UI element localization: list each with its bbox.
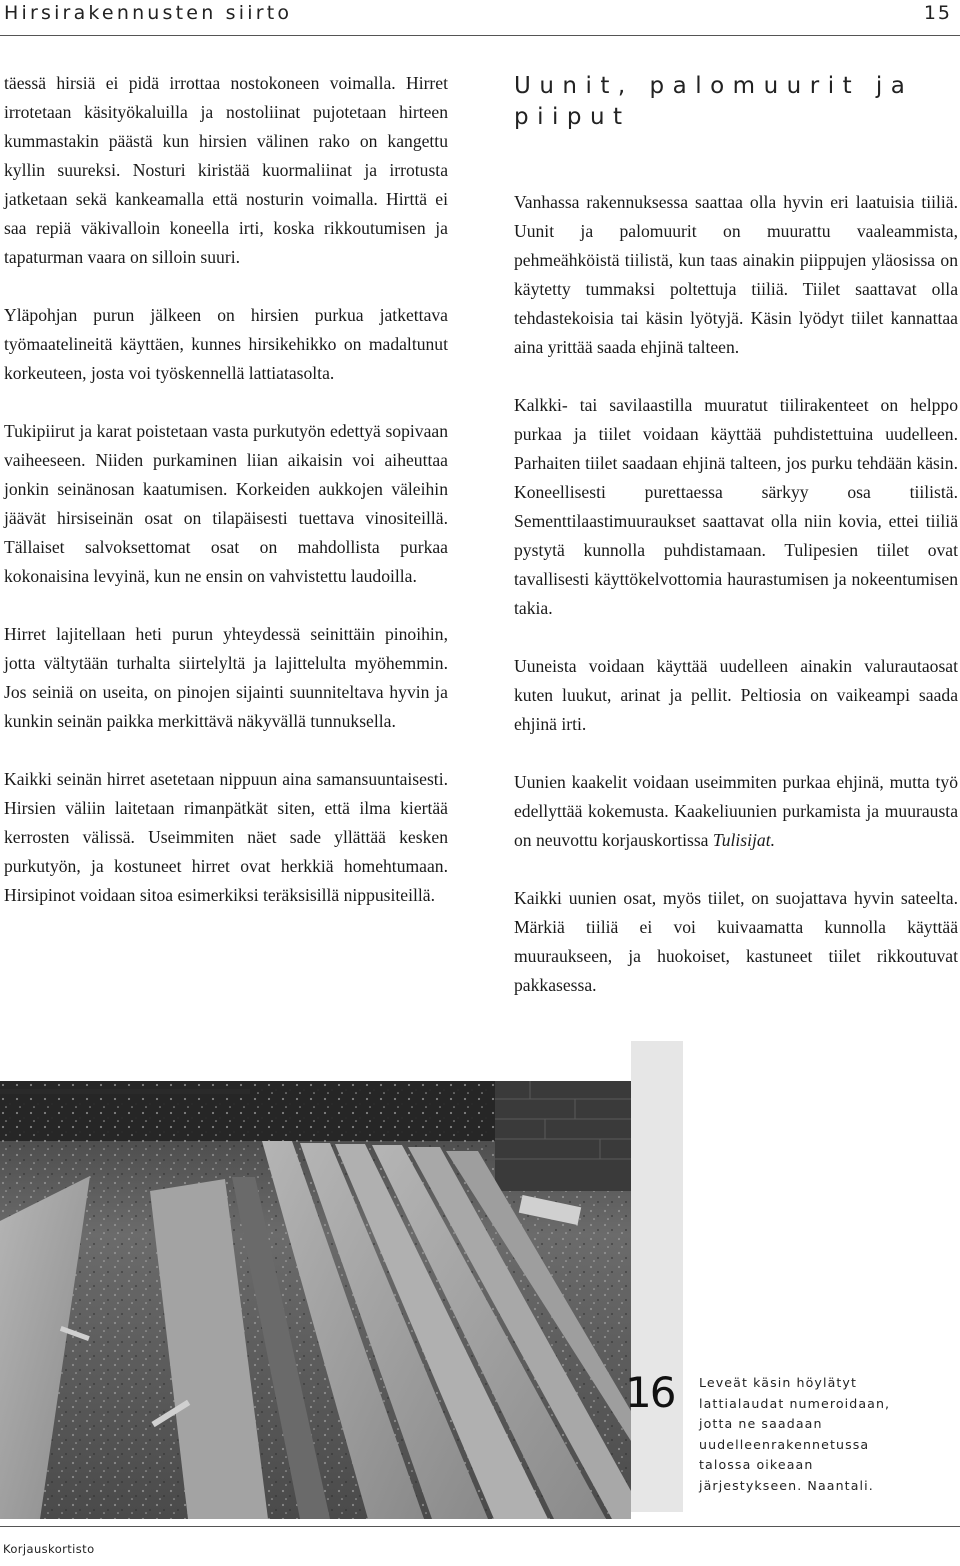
- page-number: 15: [923, 2, 952, 24]
- reference-title: Tulisijat.: [712, 830, 775, 850]
- footer-rule: [0, 1526, 960, 1527]
- body-paragraph: täessä hirsiä ei pidä irrottaa nostokoneen voimalla. Hirret irrotetaan käsityökaluilla ja nostoliinat pujotetaan hirteen kummastakin päästä kun hirsien välinen rako on kangettu kyllin suureksi. Nosturi kiristää kuormaliinat ja irrotusta jatketaan sekä kankeamalla että nosturin voimalla. Hirttä ei saa repiä väkivalloin koneella irti, koska rikkoutumisen ja tapaturman vaara on silloin suuri.: [4, 73, 448, 267]
- kaakeli-text: Uunien kaakelit voidaan useimmiten purkaa ehjinä, mutta työ edellyttää kokemusta. Kaakeliuunien purkamista ja muurausta on neuvottu korjauskortissa: [514, 772, 958, 850]
- figure-caption: Leveät käsin höylätyt lattialaudat numeroidaan, jotta ne saadaan uudelleenrakennetussa talossa oikeaan järjestykseen. Naantali.: [699, 1375, 891, 1493]
- body-paragraph: Kaikki uunien osat, myös tiilet, on suojattava hyvin sateelta. Märkiä tiiliä ei voi kuivaamatta kunnolla käyttää muuraukseen, ja huokoiset, kastuneet tiilet rikkoutuvat pakkasessa.: [514, 888, 958, 995]
- right-text-column: [514, 71, 958, 1029]
- body-paragraph: Yläpohjan purun jälkeen on hirsien purkua jatkettava työmaatelineitä käyttäen, kunnes hirsikehikko on madaltunut korkeuteen, josta voi työskennellä lattiatasolta.: [4, 305, 448, 383]
- body-paragraph: Uuneista voidaan käyttää uudelleen ainakin valurautaosat kuten luukut, arinat ja pellit. Peltiosia on vaikeampi saada ehjinä irti.: [514, 656, 958, 734]
- body-paragraph: Vanhassa rakennuksessa saattaa olla hyvin eri laatuisia tiiliä. Uunit ja palomuurit on muurattu vaaleammista, pehmeähköistä tiilistä, kun taas ainakin piippujen yläosissa on käytetty tummaksi poltettuja tiiliä. Tiilet saattavat olla tehdastekoisia tai käsin lyötyjä. Käsin lyödyt tiilet kannattaa aina yrittää saada ehjinä talteen.: [514, 192, 958, 357]
- floorboards-photo: [0, 1081, 631, 1519]
- page-header-title: Hirsirakennusten siirto: [4, 2, 293, 24]
- body-paragraph: [514, 768, 958, 855]
- figure-background-panel: [631, 1041, 683, 1512]
- left-text-column: [4, 69, 448, 939]
- body-paragraph: Tukipiirut ja karat poistetaan vasta purkutyön edettyä sopivaan vaiheeseen. Niiden purkaminen liian aikaisin voi aiheuttaa jonkin seinänosan kaatumisen. Korkeiden aukkojen väleihin jäävät hirsiseinän osat on tilapäisesti tuettava vinositeillä. Tällaiset salvoksettomat osat on mahdollista purkaa kokonaisina levyinä, kun ne ensin on vahvistettu laudoilla.: [4, 421, 448, 586]
- header-rule: [0, 35, 960, 36]
- footer-text: Korjauskortisto: [3, 1542, 95, 1556]
- body-paragraph: Hirret lajitellaan heti purun yhteydessä seinittäin pinoihin, jotta vältytään turhalta siirtelyltä ja lajittelulta myöhemmin. Jos seiniä on useita, on pinojen sijainti suunniteltava hyvin ja kunkin seinän paikka merkittävä näkyvällä tunnuksella.: [4, 624, 448, 731]
- body-paragraph: Kalkki- tai savilaastilla muuratut tiilirakenteet on helppo purkaa ja tiilet voidaan käyttää puhdistettuina uudelleen. Parhaiten tiilet saadaan ehjinä talteen, jos purku tehdään käsin. Koneellisesti purettaessa särkyy osa tiilistä. Sementtilaastimuuraukset saattavat olla niin kovia, ettei tiiliä pystytä kunnolla puhdistamaan. Tulipesien tiilet ovat tavallisesti käyttökelvottomia haurastumisen ja nokeentumisen takia.: [514, 395, 958, 618]
- body-paragraph: Kaikki seinän hirret asetetaan nippuun aina samansuuntaisesti. Hirsien väliin laitetaan rimanpätkät siten, että ilma kiertää kerrosten välissä. Useimmiten näet sade yllättää kesken purkutyön, ja kostuneet hirret ovat herkkiä homehtumaan. Hirsipinot voidaan sitoa esimerkiksi teräksisillä nippusiteillä.: [4, 769, 448, 905]
- section-heading: Uunit, palomuurit ja piiput: [514, 73, 914, 130]
- figure-number: 16: [625, 1368, 675, 1417]
